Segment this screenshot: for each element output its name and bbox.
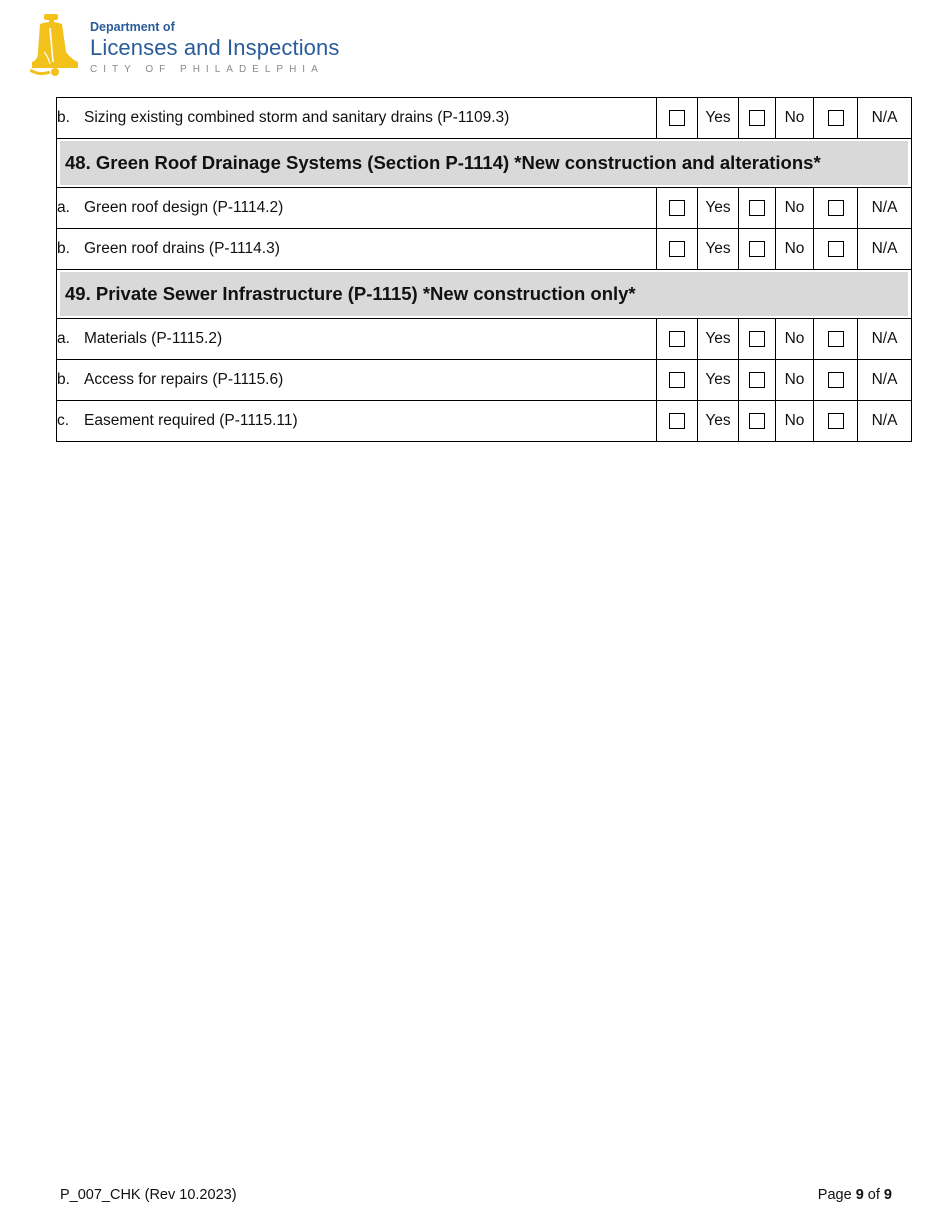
no-checkbox[interactable] — [749, 372, 765, 388]
no-checkbox[interactable] — [749, 200, 765, 216]
item-text: Easement required (P-1115.11) — [84, 412, 298, 429]
item-marker: b. — [57, 240, 70, 257]
no-label: No — [776, 188, 814, 229]
item-text: Materials (P-1115.2) — [84, 330, 223, 347]
na-checkbox[interactable] — [828, 331, 844, 347]
no-checkbox[interactable] — [749, 241, 765, 257]
item-marker: b. — [57, 371, 70, 388]
page-number: Page 9 of 9 — [817, 1187, 892, 1203]
na-label: N/A — [858, 319, 912, 360]
yes-label: Yes — [698, 401, 739, 442]
item-label — [57, 229, 657, 270]
logo-title: Licenses and Inspections — [90, 35, 340, 60]
yes-label: Yes — [698, 360, 739, 401]
checklist-row — [57, 188, 912, 229]
section-title: 48. Green Roof Drainage Systems (Section P-1114) *New construction and alterations* — [60, 141, 908, 185]
checklist-row — [57, 401, 912, 442]
yes-checkbox[interactable] — [669, 110, 685, 126]
checklist-row — [57, 360, 912, 401]
yes-checkbox[interactable] — [669, 200, 685, 216]
item-label — [57, 401, 657, 442]
section-header-49 — [57, 270, 912, 319]
na-label: N/A — [858, 401, 912, 442]
logo-city-line: CITY OF PHILADELPHIA — [90, 64, 324, 75]
yes-checkbox[interactable] — [669, 241, 685, 257]
na-label: N/A — [858, 188, 912, 229]
yes-label: Yes — [698, 98, 739, 139]
no-label: No — [776, 401, 814, 442]
yes-label: Yes — [698, 229, 739, 270]
no-label: No — [776, 229, 814, 270]
logo-department-line: Department of — [90, 20, 175, 34]
item-marker: a. — [57, 199, 70, 216]
item-text: Sizing existing combined storm and sanitary drains (P-1109.3) — [84, 109, 510, 126]
no-checkbox[interactable] — [749, 110, 765, 126]
item-label — [57, 319, 657, 360]
na-checkbox[interactable] — [828, 413, 844, 429]
item-label — [57, 188, 657, 229]
logo-wordmark — [90, 20, 339, 77]
yes-checkbox[interactable] — [669, 331, 685, 347]
yes-checkbox[interactable] — [669, 413, 685, 429]
na-label: N/A — [858, 98, 912, 139]
na-label: N/A — [858, 360, 912, 401]
na-label: N/A — [858, 229, 912, 270]
checklist-row — [57, 98, 912, 139]
yes-label: Yes — [698, 319, 739, 360]
item-marker: c. — [57, 412, 70, 429]
item-text: Green roof design (P-1114.2) — [84, 199, 284, 216]
no-label: No — [776, 360, 814, 401]
item-label — [57, 98, 657, 139]
no-label: No — [776, 319, 814, 360]
na-checkbox[interactable] — [828, 110, 844, 126]
yes-checkbox[interactable] — [669, 372, 685, 388]
item-label — [57, 360, 657, 401]
no-label: No — [776, 98, 814, 139]
item-text: Green roof drains (P-1114.3) — [84, 240, 280, 257]
checklist-row — [57, 319, 912, 360]
no-checkbox[interactable] — [749, 413, 765, 429]
section-header-48 — [57, 139, 912, 188]
na-checkbox[interactable] — [828, 241, 844, 257]
item-text: Access for repairs (P-1115.6) — [84, 371, 284, 388]
section-title: 49. Private Sewer Infrastructure (P-1115) *New construction only* — [60, 272, 908, 316]
checklist-row — [57, 229, 912, 270]
form-id: P_007_CHK (Rev 10.2023) — [60, 1187, 237, 1203]
no-checkbox[interactable] — [749, 331, 765, 347]
liberty-bell-icon — [30, 12, 82, 78]
item-marker: a. — [57, 330, 70, 347]
na-checkbox[interactable] — [828, 372, 844, 388]
yes-label: Yes — [698, 188, 739, 229]
checklist-table — [56, 97, 912, 442]
na-checkbox[interactable] — [828, 200, 844, 216]
item-marker: b. — [57, 109, 70, 126]
